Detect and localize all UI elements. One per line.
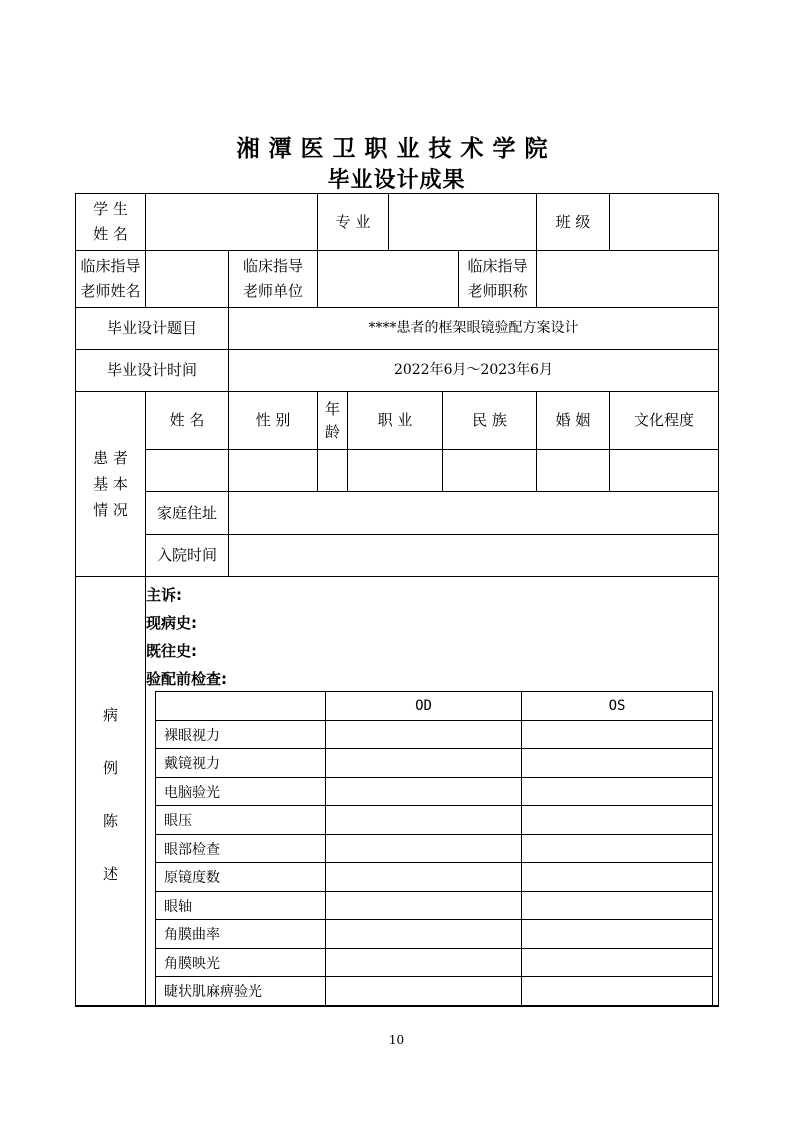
advisor-unit-field[interactable] (318, 251, 458, 307)
topic-label: 毕业设计题目 (106, 319, 197, 338)
student-name-field[interactable] (146, 194, 317, 250)
form-bottom-border (75, 1005, 719, 1007)
major-field[interactable] (389, 194, 536, 250)
exam-row-label: 眼轴 (164, 898, 192, 915)
exam-right-border (712, 691, 713, 1006)
student-name-label: 学 生 姓 名 (93, 200, 128, 243)
page-number: 10 (388, 1033, 405, 1047)
address-field[interactable] (229, 492, 718, 534)
exam-row-divider (155, 948, 713, 949)
patient-age-field[interactable] (318, 450, 347, 491)
patient-education-field[interactable] (610, 450, 718, 491)
col-header-occupation: 职 业 (377, 411, 413, 430)
exam-row-label: 睫状肌麻痹验光 (164, 984, 262, 1000)
address-label: 家庭住址 (156, 503, 217, 522)
exam-row-label: 眼压 (164, 813, 192, 829)
period-label: 毕业设计时间 (106, 361, 197, 380)
admission-field[interactable] (229, 535, 718, 576)
pre-exam-label: 验配前检查: (146, 670, 227, 688)
col-header-ethnicity: 民 族 (472, 411, 507, 430)
col-header-name: 姓 名 (169, 411, 205, 430)
advisor-unit-label: 临床指导 老师单位 (242, 257, 303, 300)
period-value[interactable]: 2022年6月～2023年6月 (393, 361, 554, 378)
exam-row-divider (155, 862, 713, 863)
form-right-border (718, 193, 719, 1007)
col-header-marital: 婚 姻 (555, 411, 591, 430)
patient-gender-field[interactable] (229, 450, 317, 491)
major-label: 专 业 (335, 212, 371, 231)
col-header-gender: 性 别 (255, 411, 291, 430)
patient-occupation-field[interactable] (348, 450, 442, 491)
exam-row-label: 原镜度数 (164, 870, 220, 886)
advisor-name-field[interactable] (146, 251, 228, 307)
advisor-title-label: 临床指导 老师职称 (467, 257, 528, 300)
exam-row-label: 裸眼视力 (164, 727, 220, 744)
present-illness-label: 现病史: (146, 614, 197, 632)
case-section-label: 病 例 陈 述 (102, 706, 118, 883)
exam-row-label: 眼部检查 (164, 841, 220, 858)
exam-header-od: OD (415, 698, 432, 714)
chief-complaint-label: 主诉: (146, 586, 182, 604)
advisor-title-field[interactable] (537, 251, 718, 307)
exam-left-border (155, 691, 156, 1006)
admission-label: 入院时间 (156, 546, 217, 565)
topic-value[interactable]: ****患者的框架眼镜验配方案设计 (368, 319, 579, 336)
exam-header-os: OS (608, 698, 626, 714)
exam-row-divider (155, 919, 713, 920)
document-title: 毕业设计成果 (327, 168, 466, 193)
exam-row-divider (155, 891, 713, 892)
class-label: 班 级 (555, 212, 591, 231)
exam-col-divider (521, 691, 522, 1006)
past-history-label: 既往史: (146, 642, 197, 660)
col-header-education: 文化程度 (633, 411, 694, 430)
exam-row-divider (155, 777, 713, 778)
exam-row-divider (155, 805, 713, 806)
exam-row-label: 电脑验光 (164, 784, 220, 801)
patient-ethnicity-field[interactable] (443, 450, 536, 491)
advisor-name-label: 临床指导 老师姓名 (80, 257, 141, 300)
exam-row-label: 戴镜视力 (164, 756, 220, 772)
col-header-age: 年 龄 (324, 400, 340, 441)
exam-row-label: 角膜曲率 (164, 927, 220, 943)
exam-row-divider (155, 748, 713, 749)
institution-title: 湘潭医卫职业技术学院 (236, 136, 557, 162)
patient-name-field[interactable] (146, 450, 228, 491)
exam-row-label: 角膜映光 (164, 955, 220, 972)
exam-col-divider (325, 691, 326, 1006)
patient-section-label: 患 者 基 本 情 况 (93, 448, 128, 520)
class-field[interactable] (610, 194, 718, 250)
row-divider (75, 576, 719, 577)
patient-marital-field[interactable] (537, 450, 609, 491)
exam-row-divider (155, 834, 713, 835)
exam-row-divider (155, 720, 713, 721)
